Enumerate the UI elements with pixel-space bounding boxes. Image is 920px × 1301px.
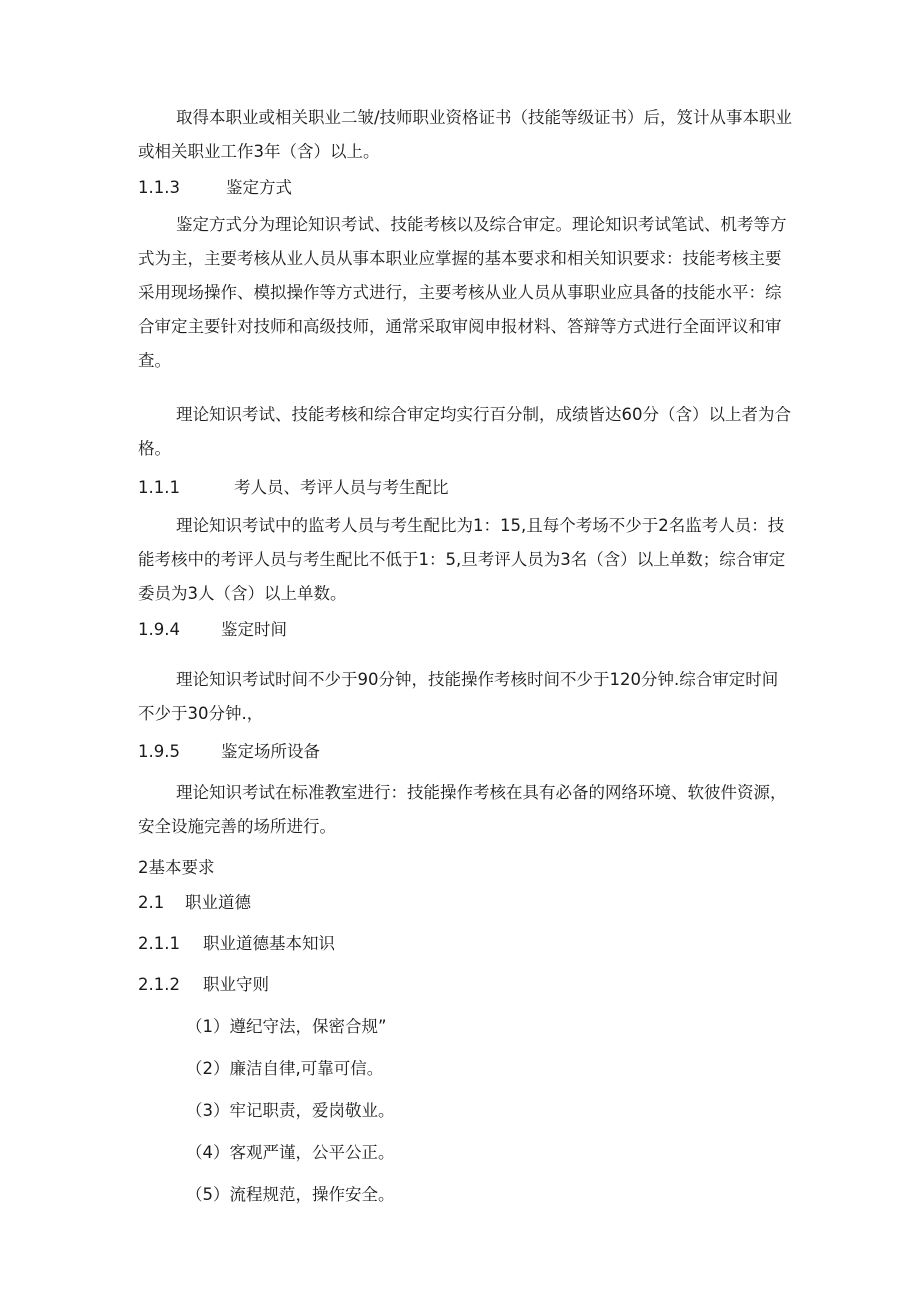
heading-number: 2.1: [138, 893, 165, 912]
list-item: （2）廉洁自律,可靠可信。: [186, 1059, 384, 1078]
list-item: （5）流程规范，操作安全。: [186, 1185, 395, 1204]
paragraph-venue-equipment: 理论知识考试在标准教室进行：技能操作考核在具有必备的网络环境、软彼件资源，安全设施完善的场所进行。: [138, 783, 787, 836]
paragraph-duration: 理论知识考试时间不少于90分钟，技能操作考核时间不少于120分钟.综合审定时间不少于30分钟.，: [138, 670, 779, 723]
heading-number: 1.9.5: [138, 742, 180, 761]
paragraph-staff-ratio: 理论知识考试中的监考人员与考生配比为1：15,且每个考场不少于2名监考人员：技能考核中的考评人员与考生配比不低于1：5,旦考评人员为3名（含）以上单数；综合审定委员为3人（含）以上单数。: [138, 516, 786, 603]
heading-title: 鉴定方式: [226, 178, 292, 197]
heading-number: 2.1.1: [138, 934, 180, 953]
paragraph-scoring: 理论知识考试、技能考核和综合审定均实行百分制，成绩皆达60分（含）以上者为合格。: [138, 405, 791, 458]
paragraph-certificate-requirement: 取得本职业或相关职业二皱/技师职业资格证书（技能等级证书）后，笈计从事本职业或相关职业工作3年（含）以上。: [138, 108, 793, 161]
heading-title: 职业守则: [203, 975, 269, 994]
heading-1-1-3: [138, 176, 292, 200]
list-item: （3）牢记职责，爱岗敬业。: [186, 1101, 395, 1120]
heading-2-1: [138, 891, 251, 915]
heading-1-9-4: [138, 618, 287, 642]
list-item: （4）客观严谨，公平公正。: [186, 1143, 395, 1162]
heading-1-9-5: [138, 740, 320, 764]
heading-title: 2基本要求: [138, 858, 215, 877]
heading-2-basic-requirements: [138, 856, 215, 880]
heading-2-1-2: [138, 973, 269, 997]
heading-number: 2.1.2: [138, 975, 180, 994]
heading-number: 1.1.3: [138, 178, 180, 197]
heading-title: 鉴定时间: [221, 620, 287, 639]
heading-2-1-1: [138, 932, 335, 956]
heading-title: 鉴定场所设备: [221, 742, 320, 761]
heading-title: 职业道德基本知识: [203, 934, 335, 953]
heading-number: 1.9.4: [138, 620, 180, 639]
heading-1-1-1: [138, 476, 449, 500]
paragraph-assessment-methods: 鉴定方式分为理论知识考试、技能考核以及综合审定。理论知识考试笔试、机考等方式为主，主要考核从业人员从事本职业应掌握的基本要求和相关知识要求：技能考核主要采用现场操作、模拟操作等方式进行，主要考核从业人员从事职业应具备的技能水平：综合审定主要针对技师和高级技师，通常采取审阅申报材料、答辩等方式进行全面评议和审查。: [138, 215, 787, 370]
list-item: （1）遵纪守法，保密合规”: [186, 1017, 387, 1036]
heading-title: 考人员、考评人员与考生配比: [234, 478, 449, 497]
heading-number: 1.1.1: [138, 478, 180, 497]
heading-title: 职业道德: [185, 893, 251, 912]
